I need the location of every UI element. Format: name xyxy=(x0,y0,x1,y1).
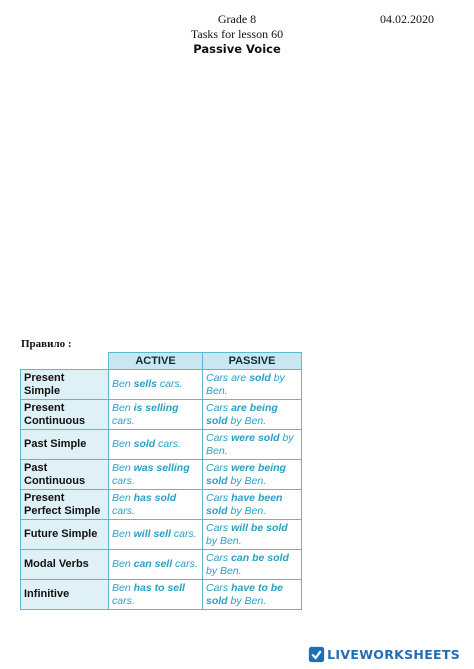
tense-label: Continuous xyxy=(24,414,86,427)
example-text: Cars xyxy=(206,462,232,474)
passive-example-cell xyxy=(203,520,302,550)
example-text: Ben xyxy=(112,558,134,571)
example-text: by Ben. xyxy=(206,564,242,577)
liveworksheets-logo-icon xyxy=(308,646,325,663)
active-example-cell xyxy=(109,520,203,550)
example-text: cars. xyxy=(112,474,135,487)
example-text: by Ben. xyxy=(227,594,267,607)
tense-label: Present xyxy=(24,401,65,414)
verb-form: will be sold xyxy=(231,522,288,534)
example-text: by Ben. xyxy=(206,372,285,397)
example-text: Cars xyxy=(206,432,232,444)
passive-example-cell xyxy=(203,460,302,490)
tasks-label: Tasks for lesson 60 xyxy=(190,27,284,41)
example-text: cars. xyxy=(156,378,183,391)
verb-form: is selling xyxy=(133,402,179,414)
verb-form: can sell xyxy=(133,558,173,571)
table-row xyxy=(21,370,302,400)
verb-form: are being sold xyxy=(206,402,278,427)
verb-form: were sold xyxy=(231,432,280,444)
tense-cell xyxy=(21,370,109,400)
header-passive: PASSIVE xyxy=(203,353,302,370)
example-text: cars. xyxy=(155,438,181,451)
page-title: Passive Voice xyxy=(193,42,281,56)
verb-form: were being sold xyxy=(206,462,286,487)
tense-label: Past Simple xyxy=(24,438,87,450)
tense-label: Infinitive xyxy=(24,588,70,600)
example-text: Ben xyxy=(112,582,134,594)
table-row xyxy=(21,520,302,550)
table-row xyxy=(21,490,302,520)
example-text: Cars are xyxy=(206,372,250,384)
table-row xyxy=(21,460,302,490)
passive-example-cell xyxy=(203,550,302,580)
date-label: 04.02.2020 xyxy=(380,12,434,26)
example-text: cars. xyxy=(172,558,198,571)
example-text: by Ben. xyxy=(227,414,267,427)
example-text: Ben xyxy=(112,492,134,504)
verb-form: have to be sold xyxy=(206,582,284,607)
example-text: Cars xyxy=(206,402,232,414)
example-text: Ben xyxy=(112,378,134,391)
example-text: by Ben. xyxy=(227,474,267,487)
example-text: Cars xyxy=(206,582,232,594)
brand-worksheets: WORKSHEETS xyxy=(359,647,460,662)
active-example-cell xyxy=(109,430,203,460)
tense-cell xyxy=(21,520,109,550)
verb-form: will sell xyxy=(133,528,171,541)
table-header-row xyxy=(21,353,302,370)
tense-label: Future Simple xyxy=(24,528,98,540)
example-text: cars. xyxy=(112,414,135,427)
tense-cell xyxy=(21,550,109,580)
example-text: Cars xyxy=(206,492,232,504)
active-example-cell xyxy=(109,400,203,430)
example-text: by Ben. xyxy=(227,504,267,517)
brand-live: LIVE xyxy=(327,647,360,662)
liveworksheets-footer xyxy=(308,646,460,663)
example-text: cars. xyxy=(112,594,135,607)
passive-example-cell xyxy=(203,430,302,460)
passive-example-cell xyxy=(203,370,302,400)
table-row xyxy=(21,580,302,610)
tense-label: Perfect Simple xyxy=(24,504,101,517)
example-text: Ben xyxy=(112,438,134,451)
tense-label: Continuous xyxy=(24,474,86,487)
tense-cell xyxy=(21,460,109,490)
active-example-cell xyxy=(109,580,203,610)
tense-label: Modal Verbs xyxy=(24,558,89,570)
passive-voice-table xyxy=(20,352,302,610)
table-body xyxy=(21,370,302,610)
tense-cell xyxy=(21,490,109,520)
passive-example-cell xyxy=(203,400,302,430)
active-example-cell xyxy=(109,370,203,400)
table-row xyxy=(21,550,302,580)
verb-form: sold xyxy=(249,372,271,384)
tense-label: Present xyxy=(24,371,65,384)
active-example-cell xyxy=(109,550,203,580)
verb-form: sold xyxy=(133,438,156,451)
example-text: by Ben. xyxy=(206,534,242,547)
example-text: Cars xyxy=(206,522,232,534)
header-blank-cell xyxy=(21,353,109,370)
rule-label: Правило : xyxy=(21,338,72,350)
passive-example-cell xyxy=(203,580,302,610)
table-row xyxy=(21,430,302,460)
example-text: Cars xyxy=(206,552,232,564)
active-example-cell xyxy=(109,460,203,490)
verb-form: can be sold xyxy=(231,552,289,564)
example-text: cars. xyxy=(170,528,197,541)
example-text: cars. xyxy=(112,504,135,517)
verb-form: have been sold xyxy=(206,492,283,517)
tense-label: Past xyxy=(24,461,48,474)
header-active: ACTIVE xyxy=(109,353,203,370)
example-text: Ben xyxy=(112,402,134,414)
tense-label: Simple xyxy=(24,384,61,397)
verb-form: was selling xyxy=(133,462,190,474)
example-text: by Ben. xyxy=(206,432,294,457)
table-row xyxy=(21,400,302,430)
grade-label: Grade 8 xyxy=(217,12,257,26)
tense-label: Present xyxy=(24,491,65,504)
verb-form: has sold xyxy=(133,492,177,504)
tense-cell xyxy=(21,400,109,430)
verb-form: sells xyxy=(133,378,157,391)
active-example-cell xyxy=(109,490,203,520)
tense-cell xyxy=(21,430,109,460)
tense-cell xyxy=(21,580,109,610)
example-text: Ben xyxy=(112,462,134,474)
example-text: Ben xyxy=(112,528,134,541)
verb-form: has to sell xyxy=(133,582,185,594)
passive-example-cell xyxy=(203,490,302,520)
